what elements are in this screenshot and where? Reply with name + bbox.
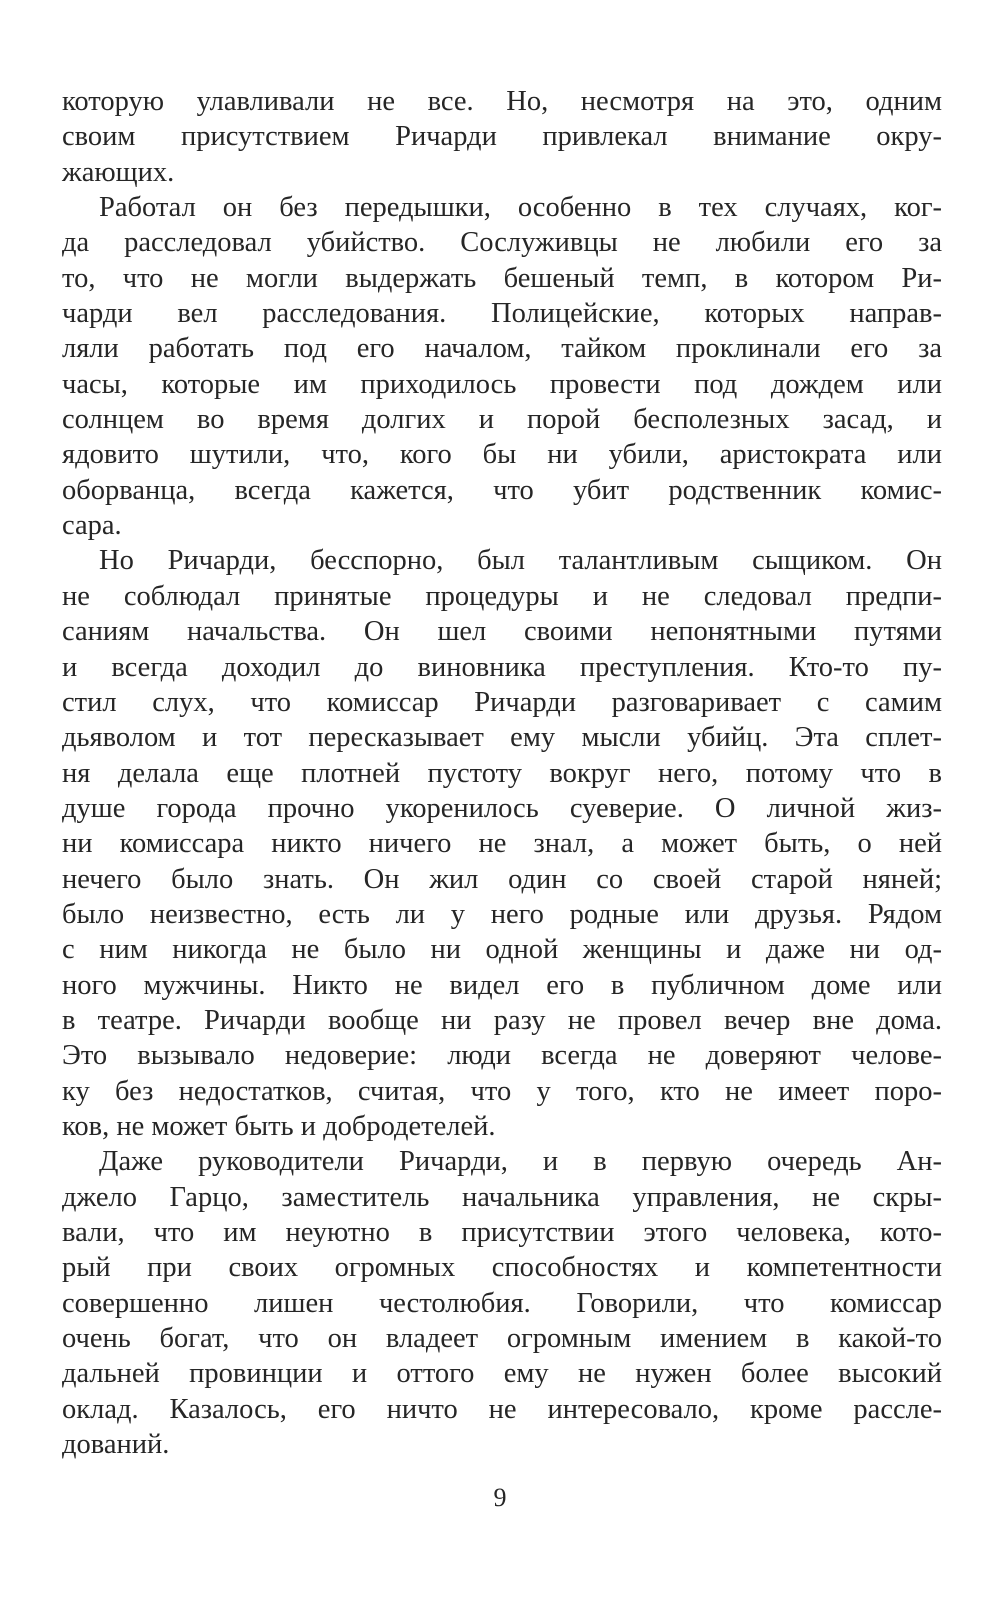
text-line: то, что не могли выдержать бешеный темп, в котором Ри- (62, 262, 942, 294)
text-line: ков, не может быть и добродетелей. (62, 1110, 496, 1142)
text-line: жающих. (62, 156, 175, 188)
text-line: дований. (62, 1429, 170, 1461)
text-line: Даже руководители Ричарди, и в первую очередь Ан- (99, 1146, 942, 1178)
text-line: Но Ричарди, бесспорно, был талантливым сыщиком. Он (99, 545, 942, 577)
text-line: саниям начальства. Он шел своими непонятными путями (62, 616, 942, 648)
text-line: сара. (62, 510, 122, 542)
text-line: джело Гарцо, заместитель начальника управления, не скры- (62, 1181, 942, 1213)
text-line: ни комиссара никто ничего не знал, а может быть, о ней (62, 828, 942, 860)
text-line: было неизвестно, есть ли у него родные или друзья. Рядом (62, 898, 942, 930)
text-line: чарди вел расследования. Полицейские, которых направ- (62, 298, 942, 330)
text-line: да расследовал убийство. Сослуживцы не любили его за (62, 227, 942, 259)
text-line: очень богат, что он владеет огромным имением в какой-то (62, 1323, 942, 1355)
text-line: не соблюдал принятые процедуры и не следовал предпи- (62, 580, 942, 612)
text-line: с ним никогда не было ни одной женщины и даже ни од- (62, 934, 942, 966)
text-line: совершенно лишен честолюбия. Говорили, что комиссар (62, 1287, 942, 1319)
text-line: в театре. Ричарди вообще ни разу не провел вечер вне дома. (62, 1004, 942, 1036)
text-line: своим присутствием Ричарди привлекал внимание окру- (62, 121, 942, 153)
text-line: дальней провинции и оттого ему не нужен более высокий (62, 1358, 942, 1390)
text-line: ного мужчины. Никто не видел его в публичном доме или (62, 969, 942, 1001)
text-line: Работал он без передышки, особенно в тех случаях, ког- (99, 192, 942, 224)
text-line: ляли работать под его началом, тайком проклинали его за (62, 333, 942, 365)
text-line: стил слух, что комиссар Ричарди разговаривает с самим (62, 686, 942, 718)
text-line: рый при своих огромных способностях и компетентности (62, 1252, 942, 1284)
text-line: ку без недостатков, считая, что у того, кто не имеет поро- (62, 1075, 942, 1107)
text-line: душе города прочно укоренилось суеверие. О личной жиз- (62, 792, 942, 824)
text-line: и всегда доходил до виновника преступления. Кто-то пу- (62, 651, 942, 683)
text-line: ня делала еще плотней пустоту вокруг него, потому что в (62, 757, 942, 789)
text-line: ядовито шутили, что, кого бы ни убили, аристократа или (62, 439, 942, 471)
text-line: которую улавливали не все. Но, несмотря на это, одним (62, 86, 942, 117)
text-line: Это вызывало недоверие: люди всегда не доверяют челове- (62, 1040, 942, 1072)
text-line: оборванца, всегда кажется, что убит родственник комис- (62, 474, 942, 506)
text-line: оклад. Казалось, его ничто не интересовало, кроме рассле- (62, 1393, 942, 1425)
text-line: вали, что им неуютно в присутствии этого человека, кото- (62, 1217, 942, 1248)
body-text (62, 84, 942, 1462)
text-line: солнцем во время долгих и порой бесполезных засад, и (62, 404, 942, 436)
text-line: нечего было знать. Он жил один со своей старой няней; (62, 863, 942, 895)
text-line: часы, которые им приходилось провести под дождем или (62, 368, 942, 400)
page-number: 9 (493, 1483, 507, 1512)
text-line: дьяволом и тот пересказывает ему мысли убийц. Эта сплет- (62, 722, 942, 754)
